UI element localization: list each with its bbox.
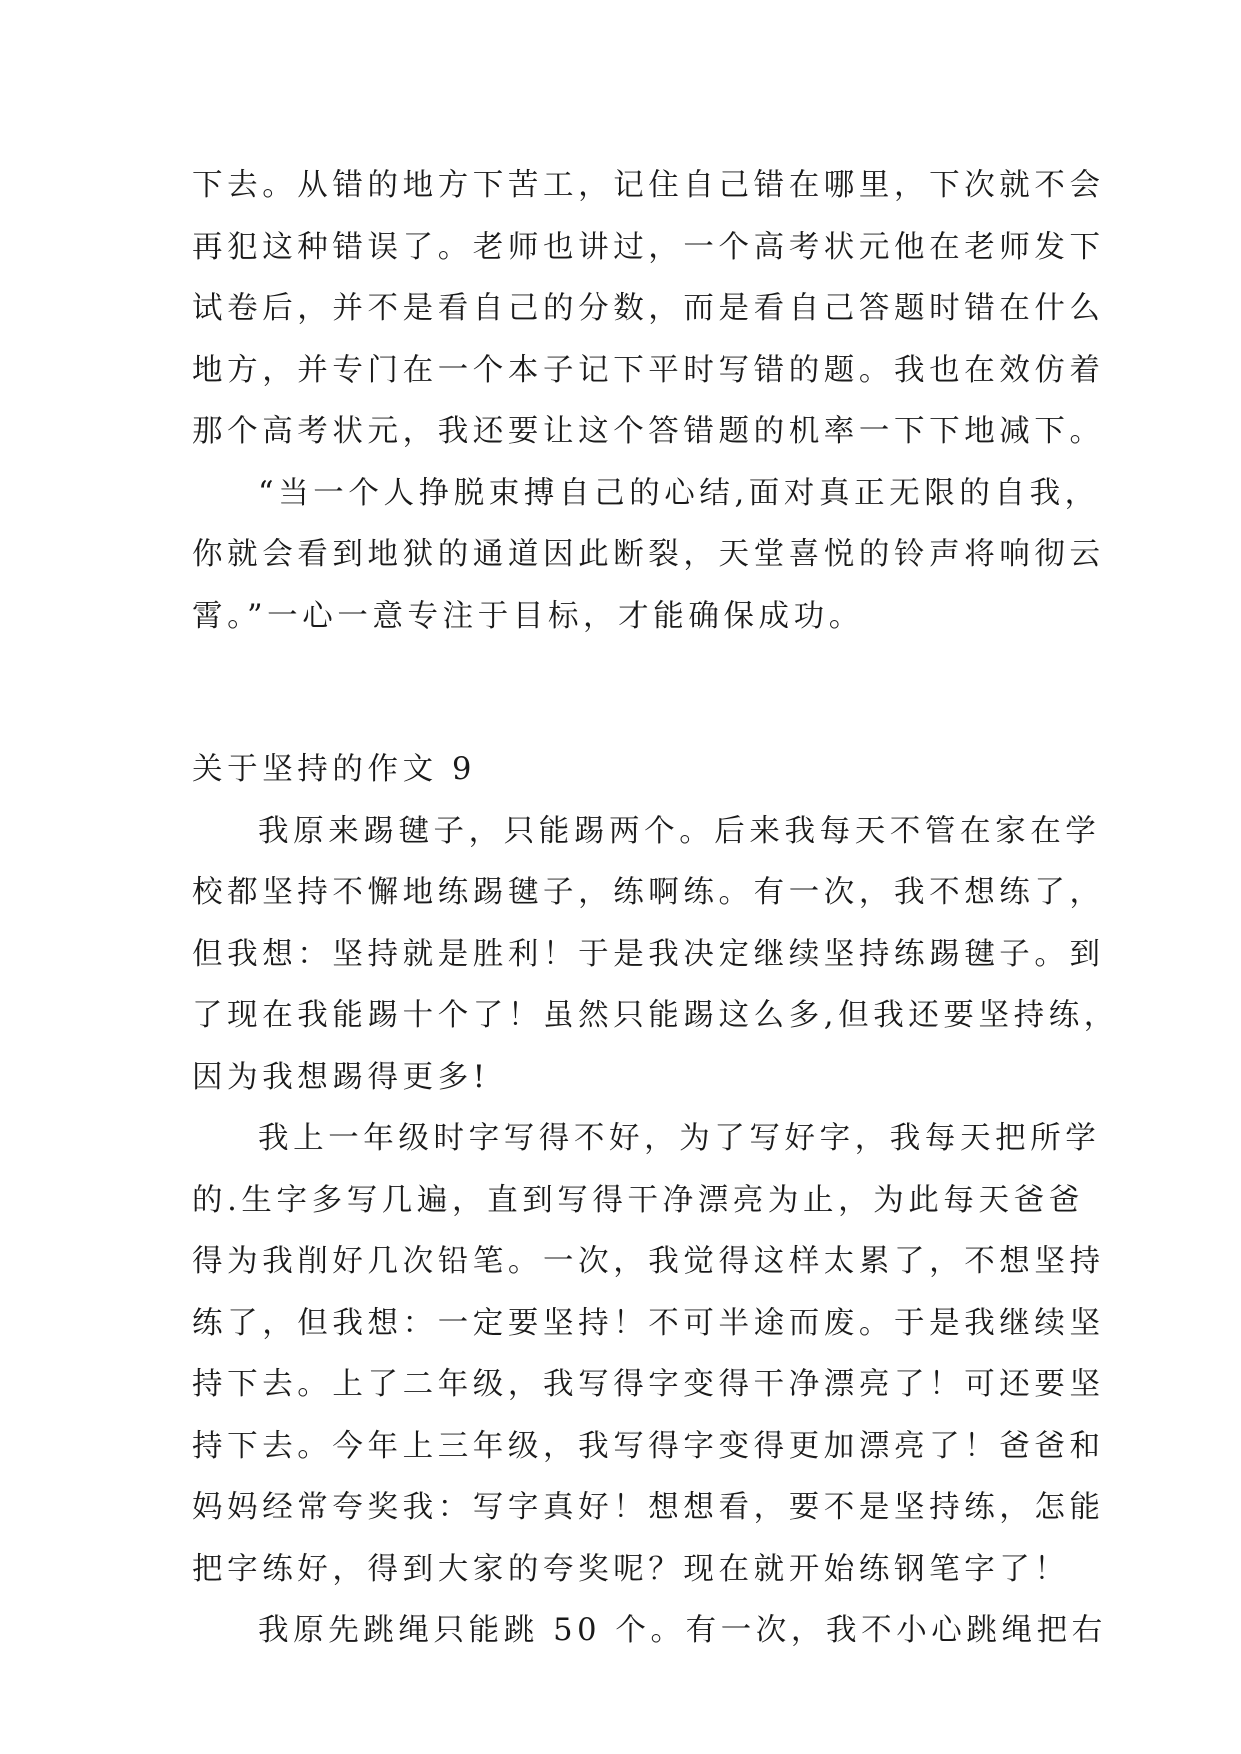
document-page <box>192 155 1119 1662</box>
text-line: 我原来踢毽子，只能踢两个。后来我每天不管在家在学 <box>258 813 1101 849</box>
text-line: 因为我想踢得更多! <box>192 1059 490 1095</box>
text-line: 那个高考状元，我还要让这个答错题的机率一下下地减下。 <box>192 414 1105 449</box>
text-line: 妈妈经常夸奖我：写字真好！想想看，要不是坚持练，怎能 <box>192 1490 1105 1525</box>
text-line: 校都坚持不懈地练踢毽子，练啊练。有一次，我不想练了， <box>192 875 1105 910</box>
text-line: 试卷后，并不是看自己的分数，而是看自己答题时错在什么 <box>192 291 1105 326</box>
text-line: 练了，但我想：一定要坚持！不可半途而废。于是我继续坚 <box>192 1305 1105 1341</box>
text-line: 的.生字多写几遍，直到写得干净漂亮为止，为此每天爸爸 <box>192 1182 1084 1218</box>
text-line: 下去。从错的地方下苦工，记住自己错在哪里，下次就不会 <box>192 168 1105 203</box>
quote-line: 霄。”一心一意专注于目标，才能确保成功。 <box>192 598 864 634</box>
text-line: 我上一年级时字写得不好，为了写好字，我每天把所学 <box>258 1121 1101 1156</box>
text-line: 得为我削好几次铅笔。一次，我觉得这样太累了，不想坚持 <box>192 1244 1105 1279</box>
text-line: 但我想：坚持就是胜利！于是我决定继续坚持练踢毽子。到 <box>192 936 1105 972</box>
text-line: 再犯这种错误了。老师也讲过，一个高考状元他在老师发下 <box>192 229 1105 265</box>
quote-line: 你就会看到地狱的通道因此断裂，天堂喜悦的铃声将响彻云 <box>192 537 1105 572</box>
text-line: 持下去。上了二年级，我写得字变得干净漂亮了！可还要坚 <box>192 1367 1105 1402</box>
text-line: 我原先跳绳只能跳 50 个。有一次，我不小心跳绳把右 <box>258 1613 1107 1648</box>
section-spacer <box>192 647 1062 739</box>
section-heading: 关于坚持的作文 9 <box>192 752 476 787</box>
text-line: 了现在我能踢十个了！虽然只能踢这么多,但我还要坚持练， <box>192 998 1119 1033</box>
text-line: 持下去。今年上三年级，我写得字变得更加漂亮了！爸爸和 <box>192 1428 1105 1464</box>
text-line: 地方，并专门在一个本子记下平时写错的题。我也在效仿着 <box>192 352 1105 388</box>
quote-line: “当一个人挣脱束搏自己的心结,面对真正无限的自我， <box>258 475 1100 511</box>
text-line: 把字练好，得到大家的夸奖呢？现在就开始练钢笔字了！ <box>192 1551 1070 1587</box>
